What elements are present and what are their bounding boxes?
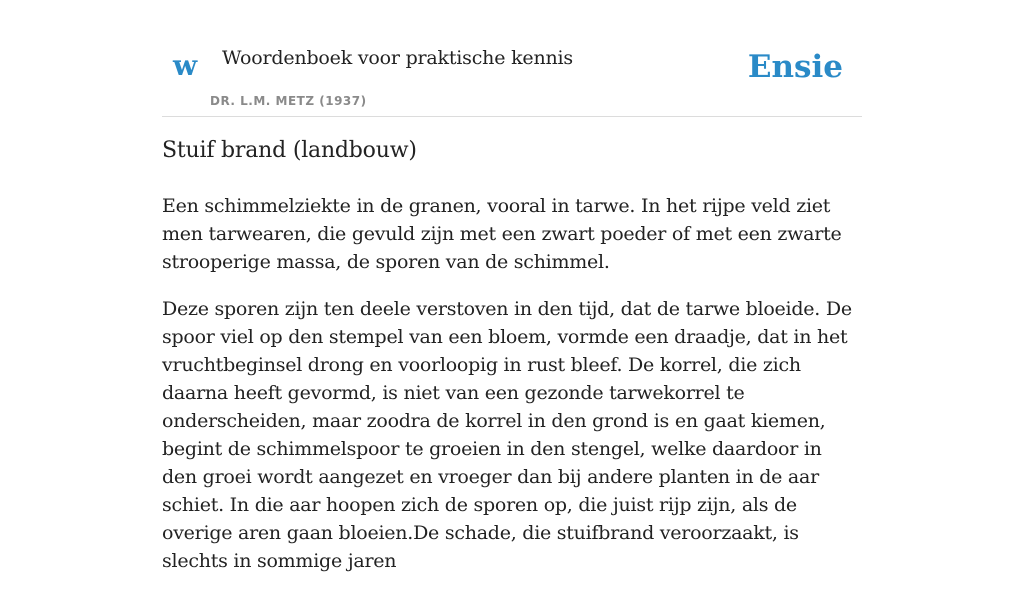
ensie-logo-link[interactable]: Ensie xyxy=(747,49,843,85)
entry-paragraph: Deze sporen zijn ten deele verstoven in den tijd, dat de tarwe bloeide. De spoor viel op den stempel van een bloem, vormde een draadje, dat in het vruchtbeginsel drong en voorloopig in rust bleef. De korrel, die zich daarna heeft gevormd, is niet van een gezonde tarwekorrel te onderscheiden, maar zoodra de korrel in den grond is en gaat kiemen, begint de schimmelspoor te groeien in den stengel, welke daardoor in den groei wordt aangezet en vroeger dan bij andere planten in de aar schiet. In die aar hoopen zich de sporen op, die juist rijp zijn, als de overige aren gaan bloeien.De schade, die stuifbrand veroorzaakt, is slechts in sommige jaren xyxy=(162,298,852,572)
entry-body xyxy=(162,192,862,594)
book-title[interactable]: Woordenboek voor praktische kennis xyxy=(222,47,573,69)
entry-paragraph: Een schimmelziekte in de granen, vooral in tarwe. In het rijpe veld ziet men tarwearen, die gevuld zijn met een zwart poeder of met een zwarte strooperige massa, de sporen van de schimmel. xyxy=(162,195,842,273)
page xyxy=(162,0,862,572)
entry-title: Stuif brand (landbouw) xyxy=(162,138,417,163)
book-author: DR. L.M. METZ (1937) xyxy=(210,94,367,108)
header xyxy=(162,0,862,117)
dictionary-logo[interactable]: w xyxy=(173,49,198,82)
